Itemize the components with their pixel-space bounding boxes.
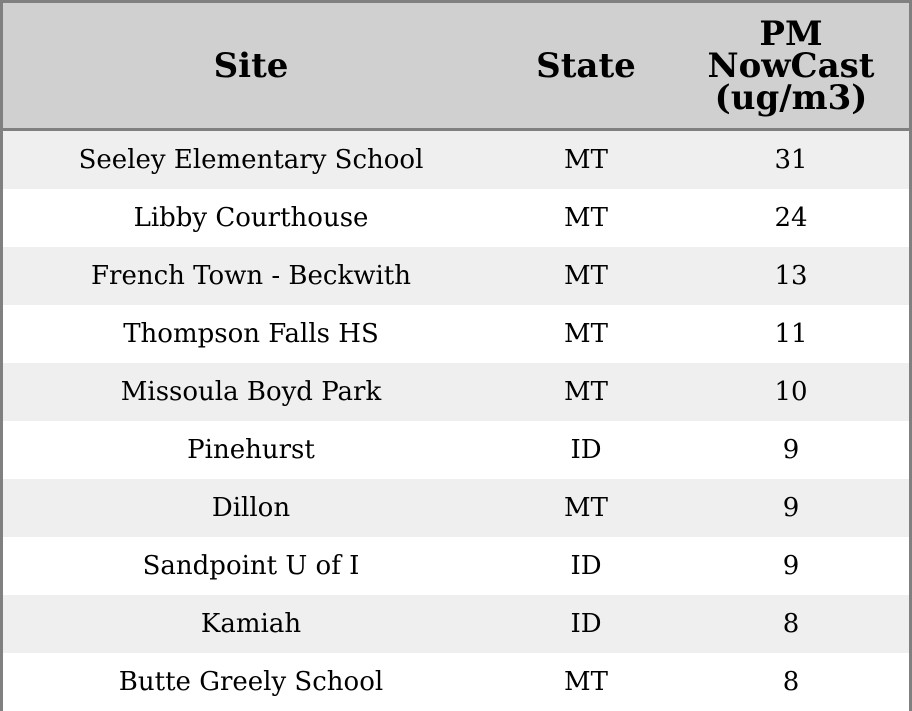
cell-state: ID <box>499 537 673 595</box>
cell-site: Libby Courthouse <box>3 189 499 247</box>
cell-state: ID <box>499 595 673 653</box>
header-pm-line-2: NowCast <box>707 45 875 86</box>
cell-site: Butte Greely School <box>3 653 499 711</box>
header-site-line: Site <box>213 45 289 86</box>
cell-pm-nowcast: 9 <box>673 421 909 479</box>
table-row <box>3 595 909 653</box>
cell-site: Seeley Elementary School <box>3 130 499 190</box>
table-row <box>3 247 909 305</box>
table-row <box>3 653 909 711</box>
cell-pm-nowcast: 8 <box>673 595 909 653</box>
cell-pm-nowcast: 13 <box>673 247 909 305</box>
cell-site: French Town - Beckwith <box>3 247 499 305</box>
table-row <box>3 189 909 247</box>
header-state-line: State <box>536 45 636 86</box>
header-row <box>3 3 909 130</box>
cell-site: Thompson Falls HS <box>3 305 499 363</box>
cell-pm-nowcast: 9 <box>673 537 909 595</box>
table-row <box>3 130 909 190</box>
header-pm-nowcast <box>673 3 909 130</box>
cell-state: ID <box>499 421 673 479</box>
cell-pm-nowcast: 9 <box>673 479 909 537</box>
cell-pm-nowcast: 24 <box>673 189 909 247</box>
cell-state: MT <box>499 189 673 247</box>
table-row <box>3 363 909 421</box>
header-pm-line-1: PM <box>759 13 823 54</box>
cell-state: MT <box>499 479 673 537</box>
cell-pm-nowcast: 8 <box>673 653 909 711</box>
air-quality-table <box>3 3 909 711</box>
table-row <box>3 305 909 363</box>
cell-pm-nowcast: 11 <box>673 305 909 363</box>
cell-site: Pinehurst <box>3 421 499 479</box>
table-body <box>3 130 909 711</box>
cell-state: MT <box>499 653 673 711</box>
table-row <box>3 479 909 537</box>
cell-site: Dillon <box>3 479 499 537</box>
table-row <box>3 421 909 479</box>
cell-pm-nowcast: 10 <box>673 363 909 421</box>
table-header <box>3 3 909 130</box>
cell-site: Sandpoint U of I <box>3 537 499 595</box>
cell-state: MT <box>499 130 673 190</box>
cell-state: MT <box>499 247 673 305</box>
header-state <box>499 3 673 130</box>
cell-site: Missoula Boyd Park <box>3 363 499 421</box>
cell-site: Kamiah <box>3 595 499 653</box>
cell-state: MT <box>499 305 673 363</box>
header-pm-line-3: (ug/m3) <box>714 77 868 118</box>
table-row <box>3 537 909 595</box>
header-site <box>3 3 499 130</box>
cell-state: MT <box>499 363 673 421</box>
cell-pm-nowcast: 31 <box>673 130 909 190</box>
